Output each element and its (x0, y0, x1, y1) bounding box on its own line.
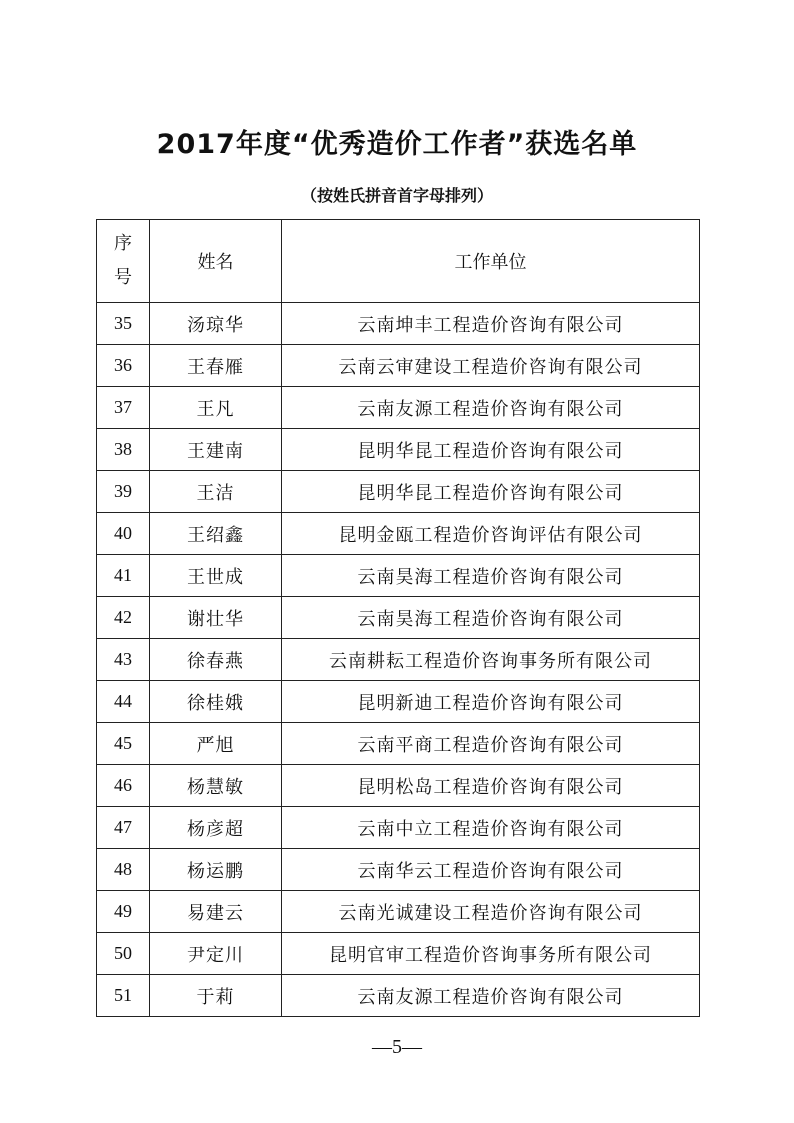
serial-number-cell: 48 (97, 849, 150, 891)
name-cell: 王建南 (150, 429, 282, 471)
header-name: 姓名 (150, 220, 282, 303)
organization-cell: 云南昊海工程造价咨询有限公司 (282, 555, 700, 597)
name-cell: 王绍鑫 (150, 513, 282, 555)
organization-cell: 云南耕耘工程造价咨询事务所有限公司 (282, 639, 700, 681)
table-row (97, 933, 700, 975)
serial-number-cell: 49 (97, 891, 150, 933)
table-row (97, 513, 700, 555)
page-number: —5— (372, 1036, 422, 1058)
organization-cell: 云南中立工程造价咨询有限公司 (282, 807, 700, 849)
name-cell: 汤琼华 (150, 303, 282, 345)
name-cell: 易建云 (150, 891, 282, 933)
name-cell: 杨运鹏 (150, 849, 282, 891)
serial-number-cell: 42 (97, 597, 150, 639)
name-cell: 王世成 (150, 555, 282, 597)
table-row (97, 975, 700, 1017)
table-row (97, 597, 700, 639)
serial-number-cell: 50 (97, 933, 150, 975)
organization-cell: 昆明官审工程造价咨询事务所有限公司 (282, 933, 700, 975)
name-cell: 于莉 (150, 975, 282, 1017)
serial-number-cell: 36 (97, 345, 150, 387)
serial-number-cell: 39 (97, 471, 150, 513)
table-row (97, 429, 700, 471)
document-title: 2017年度“优秀造价工作者”获选名单 (156, 129, 638, 160)
serial-number-cell: 51 (97, 975, 150, 1017)
table-row (97, 807, 700, 849)
organization-cell: 云南云审建设工程造价咨询有限公司 (282, 345, 700, 387)
awardee-table (96, 219, 700, 1017)
organization-cell: 昆明华昆工程造价咨询有限公司 (282, 471, 700, 513)
name-cell: 王凡 (150, 387, 282, 429)
serial-number-cell: 40 (97, 513, 150, 555)
serial-number-cell: 43 (97, 639, 150, 681)
organization-cell: 云南坤丰工程造价咨询有限公司 (282, 303, 700, 345)
organization-cell: 云南昊海工程造价咨询有限公司 (282, 597, 700, 639)
serial-number-cell: 41 (97, 555, 150, 597)
organization-cell: 云南友源工程造价咨询有限公司 (282, 975, 700, 1017)
organization-cell: 云南友源工程造价咨询有限公司 (282, 387, 700, 429)
name-cell: 杨慧敏 (150, 765, 282, 807)
table-body (97, 303, 700, 1017)
organization-cell: 昆明松岛工程造价咨询有限公司 (282, 765, 700, 807)
serial-number-cell: 35 (97, 303, 150, 345)
name-cell: 杨彦超 (150, 807, 282, 849)
name-cell: 严旭 (150, 723, 282, 765)
table-row (97, 891, 700, 933)
table-row (97, 387, 700, 429)
table-row (97, 303, 700, 345)
organization-cell: 云南光诚建设工程造价咨询有限公司 (282, 891, 700, 933)
serial-number-cell: 46 (97, 765, 150, 807)
organization-cell: 云南华云工程造价咨询有限公司 (282, 849, 700, 891)
table-row (97, 555, 700, 597)
header-serial-number (97, 220, 150, 303)
name-cell: 尹定川 (150, 933, 282, 975)
document-subtitle: （按姓氏拼音首字母排列） (300, 186, 493, 205)
table-row (97, 345, 700, 387)
serial-number-cell: 45 (97, 723, 150, 765)
organization-cell: 昆明新迪工程造价咨询有限公司 (282, 681, 700, 723)
table-row (97, 471, 700, 513)
table-row (97, 849, 700, 891)
table-header-row (97, 220, 700, 303)
name-cell: 徐春燕 (150, 639, 282, 681)
serial-number-cell: 38 (97, 429, 150, 471)
name-cell: 谢壮华 (150, 597, 282, 639)
organization-cell: 昆明华昆工程造价咨询有限公司 (282, 429, 700, 471)
header-organization: 工作单位 (282, 220, 700, 303)
table-row (97, 681, 700, 723)
organization-cell: 云南平商工程造价咨询有限公司 (282, 723, 700, 765)
serial-number-cell: 44 (97, 681, 150, 723)
table-row (97, 723, 700, 765)
name-cell: 王洁 (150, 471, 282, 513)
serial-number-cell: 47 (97, 807, 150, 849)
header-serial-number-line1: 序 (114, 233, 132, 254)
name-cell: 王春雁 (150, 345, 282, 387)
name-cell: 徐桂娥 (150, 681, 282, 723)
organization-cell: 昆明金瓯工程造价咨询评估有限公司 (282, 513, 700, 555)
serial-number-cell: 37 (97, 387, 150, 429)
table-row (97, 639, 700, 681)
header-serial-number-line2: 号 (114, 267, 132, 288)
table-row (97, 765, 700, 807)
